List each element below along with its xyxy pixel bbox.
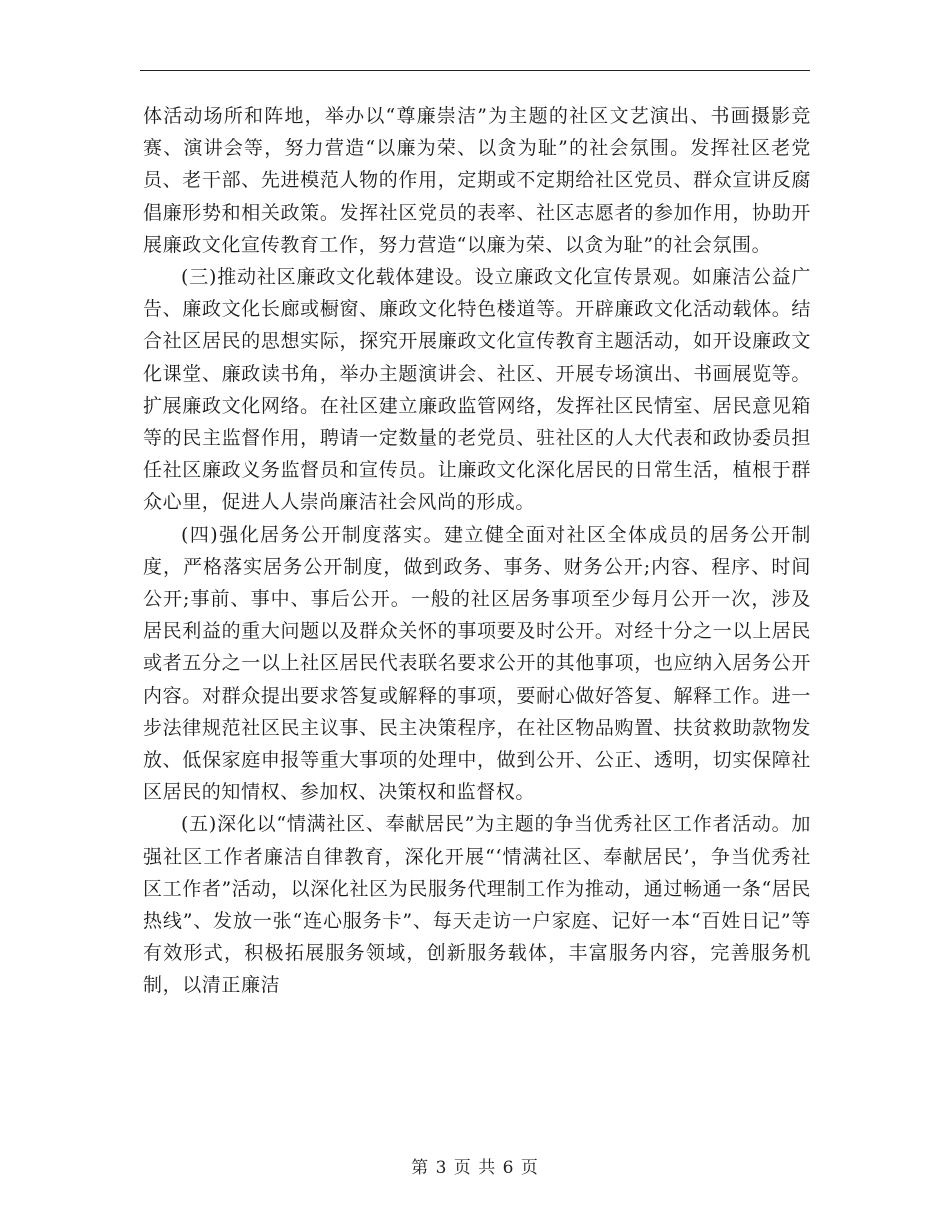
page-number: 第 3 页 共 6 页 [411, 1158, 539, 1178]
paragraph-section-5: (五)深化以“情满社区、奉献居民”为主题的争当优秀社区工作者活动。加强社区工作者廉洁自律教育，深化开展“‘情满社区、奉献居民’，争当优秀社区工作者”活动，以深化社区为民服务代理制工作为推动，通过畅通一条“居民热线”、发放一张“连心服务卡”、每天走访一户家庭、记好一本“百姓日记”等有效形式，积极拓展服务领域，创新服务载体，丰富服务内容，完善服务机制，以清正廉洁 [143, 813, 811, 997]
header-rule [140, 70, 810, 71]
document-body [143, 100, 811, 1002]
paragraph-section-4: (四)强化居务公开制度落实。建立健全面对社区全体成员的居务公开制度，严格落实居务公开制度，做到政务、事务、财务公开;内容、程序、时间公开;事前、事中、事后公开。一般的社区居务事项至少每月公开一次，涉及居民利益的重大问题以及群众关怀的事项要及时公开。对经十分之一以上居民或者五分之一以上社区居民代表联名要求公开的其他事项，也应纳入居务公开内容。对群众提出要求答复或解释的事项，要耐心做好答复、解释工作。进一步法律规范社区民主议事、民主决策程序，在社区物品购置、扶贫救助款物发放、低保家庭申报等重大事项的处理中，做到公开、公正、透明，切实保障社区居民的知情权、参加权、决策权和监督权。 [143, 523, 811, 804]
paragraph-section-3: (三)推动社区廉政文化载体建设。设立廉政文化宣传景观。如廉洁公益广告、廉政文化长廊或橱窗、廉政文化特色楼道等。开辟廉政文化活动载体。结合社区居民的思想实际，探究开展廉政文化宣传教育主题活动，如开设廉政文化课堂、廉政读书角，举办主题演讲会、社区、开展专场演出、书画展览等。扩展廉政文化网络。在社区建立廉政监管网络，发挥社区民情室、居民意见箱等的民主监督作用，聘请一定数量的老党员、驻社区的人大代表和政协委员担任社区廉政义务监督员和宣传员。让廉政文化深化居民的日常生活，植根于群众心里，促进人人崇尚廉洁社会风尚的形成。 [143, 266, 811, 514]
paragraph-continuation: 体活动场所和阵地，举办以“尊廉崇洁”为主题的社区文艺演出、书画摄影竞赛、演讲会等，努力营造“以廉为荣、以贪为耻”的社会氛围。发挥社区老党员、老干部、先进模范人物的作用，定期或不定期给社区党员、群众宣讲反腐倡廉形势和相关政策。发挥社区党员的表率、社区志愿者的参加作用，协助开展廉政文化宣传教育工作，努力营造“以廉为荣、以贪为耻”的社会氛围。 [143, 105, 811, 256]
